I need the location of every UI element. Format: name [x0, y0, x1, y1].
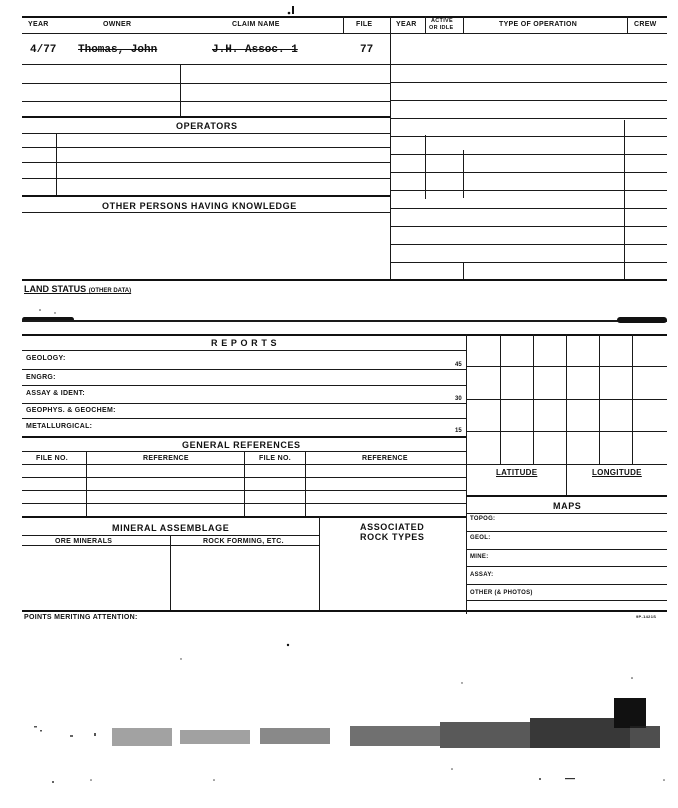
map-other: OTHER (& PHOTOS): [470, 590, 533, 596]
header-year: YEAR: [28, 21, 49, 28]
land-status-label: LAND STATUS: [24, 284, 87, 294]
entry-file: 77: [360, 44, 374, 56]
longitude-label: LONGITUDE: [592, 468, 642, 477]
maps-title: MAPS: [553, 501, 582, 511]
entry-owner: Thomas, John: [78, 44, 158, 56]
header-owner: OWNER: [103, 21, 132, 28]
map-assay: ASSAY:: [470, 572, 494, 578]
entry-claim: J.H. Assoc. 1: [212, 44, 298, 56]
header-claim-name: CLAIM NAME: [232, 21, 280, 28]
mineral-assemblage-title: MINERAL ASSEMBLAGE: [112, 523, 230, 533]
report-geophys: GEOPHYS. & GEOCHEM:: [26, 407, 116, 414]
associated-rock-types-1: ASSOCIATED: [360, 522, 425, 532]
associated-rock-types-2: ROCK TYPES: [360, 532, 425, 542]
rock-forming-label: ROCK FORMING, ETC.: [203, 538, 284, 545]
ore-minerals-label: ORE MINERALS: [55, 538, 113, 545]
map-geol: GEOL:: [470, 535, 491, 541]
reports-title: R E P O R T S: [211, 338, 278, 348]
header-active: ACTIVE: [431, 18, 453, 24]
report-geology: GEOLOGY:: [26, 355, 66, 362]
report-metallurgical: METALLURGICAL:: [26, 423, 93, 430]
map-topog: TOPOG:: [470, 516, 496, 522]
operators-title: OPERATORS: [176, 121, 238, 131]
ref-reference-2: REFERENCE: [362, 455, 408, 462]
report-engrg: ENGRG:: [26, 374, 56, 381]
entry-date: 4/77: [30, 44, 57, 56]
ref-file-no: FILE NO.: [36, 455, 68, 462]
general-references-title: GENERAL REFERENCES: [182, 440, 301, 450]
report-num-45: 45: [455, 362, 462, 368]
report-assay: ASSAY & IDENT:: [26, 390, 86, 397]
header-type-of-operation: TYPE OF OPERATION: [499, 21, 578, 28]
report-num-30: 30: [455, 396, 462, 402]
form-number: 9P-1421S: [636, 614, 657, 619]
other-persons-title: OTHER PERSONS HAVING KNOWLEDGE: [102, 201, 297, 211]
points-meriting-attention: POINTS MERITING ATTENTION:: [24, 614, 138, 621]
header-crew: CREW: [634, 21, 657, 28]
ref-file-no-2: FILE NO.: [259, 455, 291, 462]
land-status-sub: (OTHER DATA): [88, 288, 132, 294]
header-year-right: YEAR: [396, 21, 417, 28]
header-file: FILE: [356, 21, 373, 28]
report-num-15: 15: [455, 428, 462, 434]
latitude-label: LATITUDE: [496, 468, 538, 477]
map-mine: MINE:: [470, 554, 489, 560]
ref-reference: REFERENCE: [143, 455, 189, 462]
header-or-idle: OR IDLE: [429, 25, 454, 31]
